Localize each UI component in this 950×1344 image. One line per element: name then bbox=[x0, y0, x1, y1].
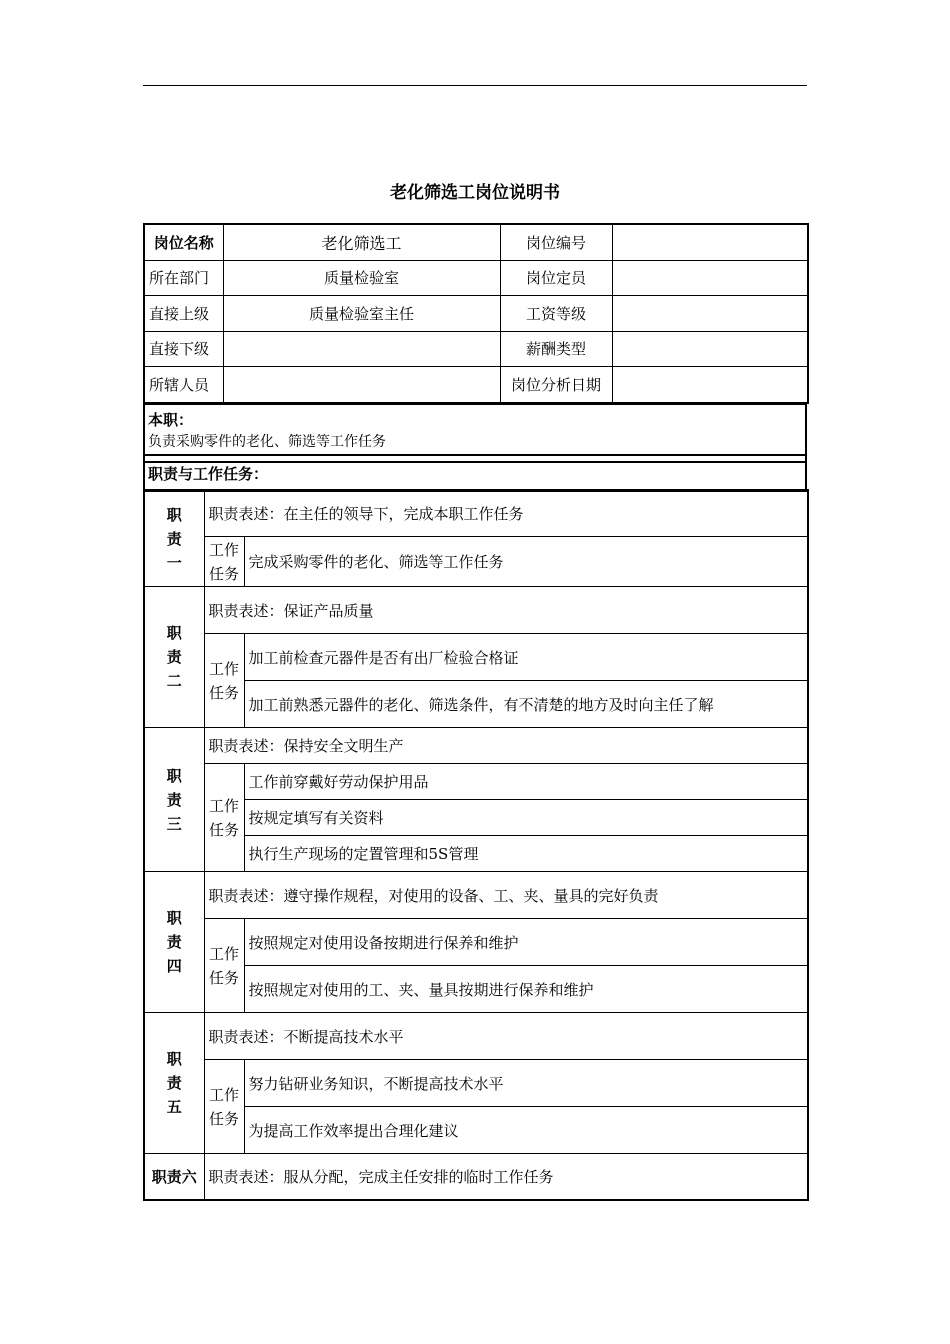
duty-5-desc: 职责表述：不断提高技术水平 bbox=[204, 1013, 808, 1060]
headcount-value bbox=[612, 260, 808, 296]
pay-type-value bbox=[612, 331, 808, 367]
duties-label: 职责与工作任务： bbox=[144, 455, 806, 491]
position-name-value: 老化筛选工 bbox=[223, 224, 500, 260]
dept-label: 所在部门 bbox=[144, 260, 223, 296]
staff-label: 所辖人员 bbox=[144, 367, 223, 403]
duty-3-label: 职 责 三 bbox=[144, 728, 204, 872]
duty-3-task-3: 执行生产现场的定置管理和5S管理 bbox=[244, 836, 808, 872]
duty-5-label: 职 责 五 bbox=[144, 1013, 204, 1154]
pay-type-label: 薪酬类型 bbox=[500, 331, 612, 367]
position-name-label: 岗位名称 bbox=[144, 224, 223, 260]
page-title: 老化筛选工岗位说明书 bbox=[390, 183, 560, 203]
duty-1-task-label: 工作 任务 bbox=[204, 537, 244, 587]
duty-5-task-label: 工作 任务 bbox=[204, 1060, 244, 1154]
summary-label: 本职： bbox=[148, 411, 194, 429]
wage-grade-label: 工资等级 bbox=[500, 296, 612, 332]
analysis-date-value bbox=[612, 367, 808, 403]
duty-5-task-1: 努力钻研业务知识，不断提高技术水平 bbox=[244, 1060, 808, 1107]
duty-1-desc-row bbox=[144, 490, 808, 537]
duty-3-task-1: 工作前穿戴好劳动保护用品 bbox=[244, 764, 808, 800]
duty-2-desc: 职责表述：保证产品质量 bbox=[204, 587, 808, 634]
duty-1-desc: 职责表述：在主任的领导下，完成本职工作任务 bbox=[204, 490, 808, 537]
duty-2-task-1: 加工前检查元器件是否有出厂检验合格证 bbox=[244, 634, 808, 681]
position-no-label: 岗位编号 bbox=[500, 224, 612, 260]
duty-5-task-2: 为提高工作效率提出合理化建议 bbox=[244, 1107, 808, 1154]
headcount-label: 岗位定员 bbox=[500, 260, 612, 296]
duties-table bbox=[143, 489, 809, 1201]
duty-1-label: 职 责 一 bbox=[144, 490, 204, 587]
duty-4-desc: 职责表述：遵守操作规程，对使用的设备、工、夹、量具的完好负责 bbox=[204, 872, 808, 919]
duty-3-desc: 职责表述：保持安全文明生产 bbox=[204, 728, 808, 764]
duty-4-label: 职 责 四 bbox=[144, 872, 204, 1013]
duty-1-task-1: 完成采购零件的老化、筛选等工作任务 bbox=[244, 537, 808, 587]
duties-header-table bbox=[143, 454, 807, 492]
position-info-table bbox=[143, 223, 809, 404]
superior-label: 直接上级 bbox=[144, 296, 223, 332]
subordinate-value bbox=[223, 331, 500, 367]
duty-4-task-2: 按照规定对使用的工、夹、量具按期进行保养和维护 bbox=[244, 966, 808, 1013]
analysis-date-label: 岗位分析日期 bbox=[500, 367, 612, 403]
staff-value bbox=[223, 367, 500, 403]
dept-value: 质量检验室 bbox=[223, 260, 500, 296]
summary-text: 负责采购零件的老化、筛选等工作任务 bbox=[148, 434, 386, 450]
superior-value: 质量检验室主任 bbox=[223, 296, 500, 332]
duty-2-task-2: 加工前熟悉元器件的老化、筛选条件，有不清楚的地方及时向主任了解 bbox=[244, 681, 808, 728]
duty-3-task-label: 工作 任务 bbox=[204, 764, 244, 872]
subordinate-label: 直接下级 bbox=[144, 331, 223, 367]
duty-4-task-label: 工作 任务 bbox=[204, 919, 244, 1013]
duty-4-task-1: 按照规定对使用设备按期进行保养和维护 bbox=[244, 919, 808, 966]
duty-6-label: 职责六 bbox=[144, 1154, 204, 1201]
wage-grade-value bbox=[612, 296, 808, 332]
duty-6-desc: 职责表述：服从分配，完成主任安排的临时工作任务 bbox=[204, 1154, 808, 1201]
duty-3-task-2: 按规定填写有关资料 bbox=[244, 800, 808, 836]
duty-2-task-label: 工作 任务 bbox=[204, 634, 244, 728]
position-no-value bbox=[612, 224, 808, 260]
header-rule bbox=[143, 85, 807, 86]
duty-2-label: 职 责 二 bbox=[144, 587, 204, 728]
